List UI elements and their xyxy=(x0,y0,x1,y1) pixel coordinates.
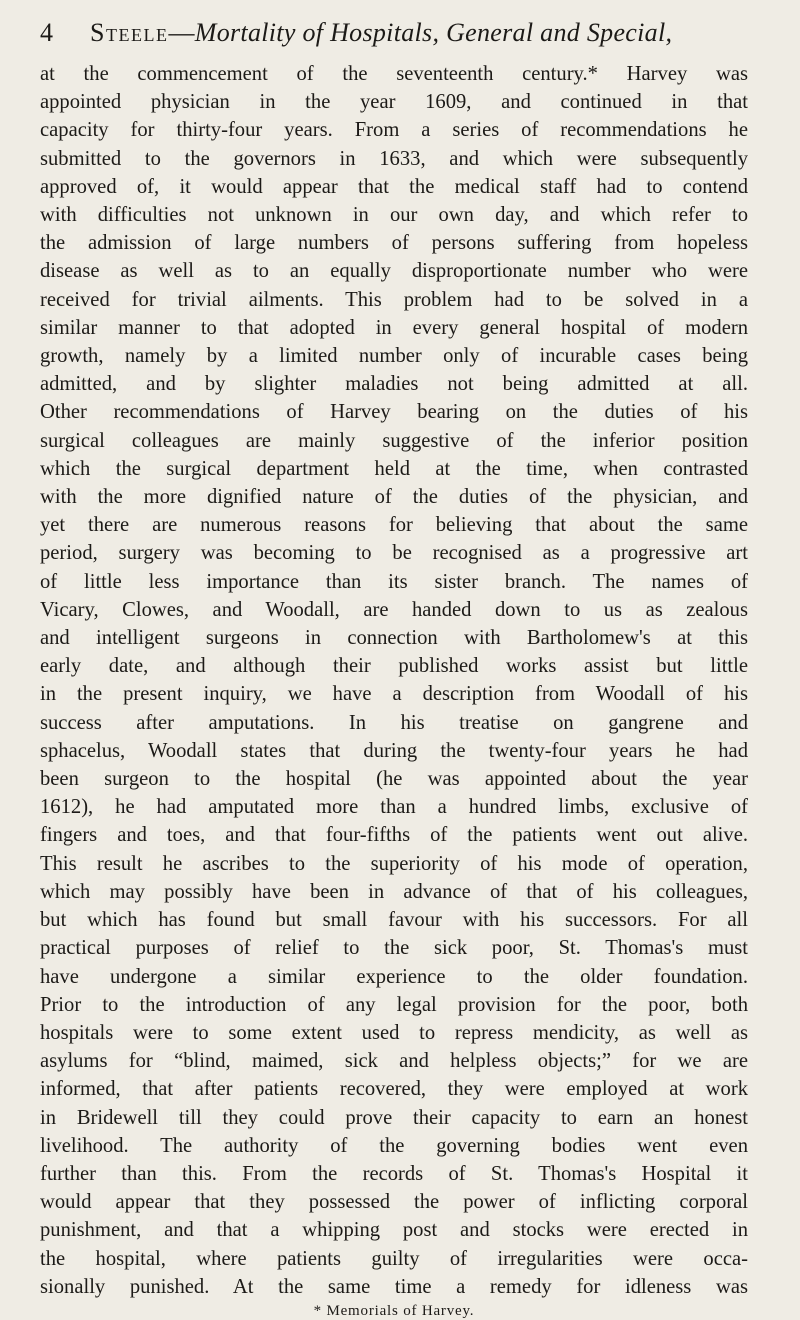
text-line: yet there are numerous reasons for believing that about the same xyxy=(40,514,748,537)
text-line: This result he ascribes to the superiority of his mode of operation, xyxy=(40,852,748,875)
text-line: of little less importance than its sister branch. The names of xyxy=(40,570,748,593)
text-line: early date, and although their published works assist but little xyxy=(40,655,748,678)
text-line: approved of, it would appear that the medical staff had to contend xyxy=(40,175,748,198)
text-line: hospitals were to some extent used to repress mendicity, as well as xyxy=(40,1021,748,1044)
text-line: similar manner to that adopted in every general hospital of modern xyxy=(40,316,748,339)
running-head xyxy=(40,14,748,60)
text-line: appointed physician in the year 1609, and continued in that xyxy=(40,91,748,114)
text-line: informed, that after patients recovered, they were employed at work xyxy=(40,1078,748,1101)
running-head-subject: Mortality of Hospitals, General and Special, xyxy=(194,18,673,47)
text-line: punishment, and that a whipping post and stocks were erected in xyxy=(40,1219,748,1242)
text-line: have undergone a similar experience to the older foundation. xyxy=(40,965,748,988)
text-line: Prior to the introduction of any legal provision for the poor, both xyxy=(40,993,748,1016)
running-title xyxy=(90,18,672,48)
text-line: but which has found but small favour with his successors. For all xyxy=(40,909,748,932)
page-number: 4 xyxy=(40,18,54,47)
text-line: practical purposes of relief to the sick poor, St. Thomas's must xyxy=(40,937,748,960)
text-line: sphacelus, Woodall states that during the twenty-four years he had xyxy=(40,739,748,762)
text-line: which may possibly have been in advance of that of his colleagues, xyxy=(40,880,748,903)
text-line: sionally punished. At the same time a remedy for idleness was xyxy=(40,1275,748,1298)
text-line: at the commencement of the seventeenth century.* Harvey was xyxy=(40,63,748,85)
text-line: and intelligent surgeons in connection with Bartholomew's at this xyxy=(40,627,748,650)
text-line: surgical colleagues are mainly suggestive of the inferior position xyxy=(40,429,748,452)
text-line: which the surgical department held at the time, when contrasted xyxy=(40,457,748,480)
body-paragraph xyxy=(40,60,748,1301)
text-line: been surgeon to the hospital (he was appointed about the year xyxy=(40,768,748,791)
text-line: the hospital, where patients guilty of irregularities were occa- xyxy=(40,1247,748,1270)
text-line: livelihood. The authority of the governing bodies went even xyxy=(40,1134,748,1157)
text-line: received for trivial ailments. This problem had to be solved in a xyxy=(40,288,748,311)
text-line: with the more dignified nature of the duties of the physician, and xyxy=(40,486,748,509)
text-line: disease as well as to an equally disproportionate number who were xyxy=(40,260,748,283)
text-line: Other recommendations of Harvey bearing on the duties of his xyxy=(40,401,748,424)
footnote: * Memorials of Harvey. xyxy=(313,1302,475,1319)
book-page xyxy=(40,14,748,1320)
text-line: submitted to the governors in 1633, and which were subsequently xyxy=(40,147,748,170)
text-line: fingers and toes, and that four-fifths of the patients went out alive. xyxy=(40,824,748,847)
running-head-author: Steele xyxy=(90,18,169,47)
running-head-separator: — xyxy=(168,18,195,47)
text-line: period, surgery was becoming to be recognised as a progressive art xyxy=(40,542,748,565)
text-line: capacity for thirty-four years. From a series of recommendations he xyxy=(40,119,748,142)
text-line: with difficulties not unknown in our own day, and which refer to xyxy=(40,204,748,227)
text-line: in the present inquiry, we have a description from Woodall of his xyxy=(40,683,748,706)
text-line: would appear that they possessed the power of inflicting corporal xyxy=(40,1191,748,1214)
text-line: 1612), he had amputated more than a hundred limbs, exclusive of xyxy=(40,796,748,819)
text-line: further than this. From the records of St. Thomas's Hospital it xyxy=(40,1162,748,1185)
text-line: success after amputations. In his treatise on gangrene and xyxy=(40,711,748,734)
text-line: Vicary, Clowes, and Woodall, are handed down to us as zealous xyxy=(40,598,748,621)
text-line: growth, namely by a limited number only of incurable cases being xyxy=(40,345,748,368)
text-line: admitted, and by slighter maladies not being admitted at all. xyxy=(40,373,748,396)
text-line: asylums for “blind, maimed, sick and helpless objects;” for we are xyxy=(40,1050,748,1073)
text-line: in Bridewell till they could prove their capacity to earn an honest xyxy=(40,1106,748,1129)
text-line: the admission of large numbers of persons suffering from hopeless xyxy=(40,232,748,255)
